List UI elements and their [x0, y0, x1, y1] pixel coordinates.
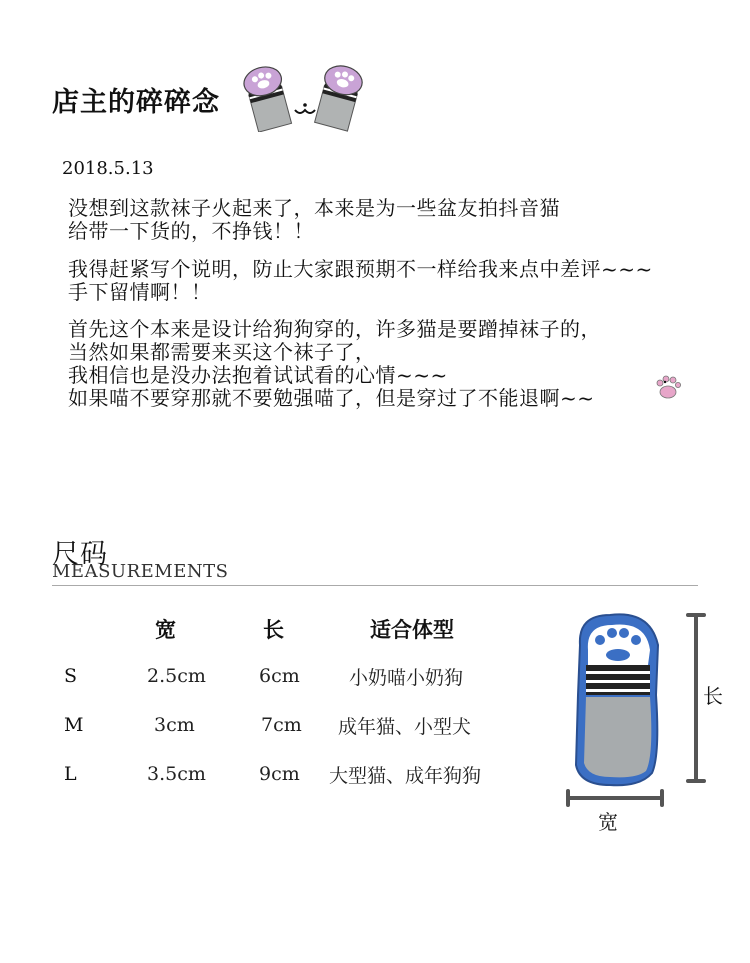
note-line: 如果喵不要穿那就不要勉强喵了，但是穿过了不能退啊~~	[68, 386, 595, 410]
size-section-subtitle: MEASUREMENTS	[52, 561, 229, 582]
width-dimension-label: 宽	[598, 810, 618, 834]
size-length-value: 6cm	[259, 665, 300, 687]
section-divider	[52, 585, 698, 586]
page-title: 店主的碎碎念	[52, 87, 220, 118]
note-line: 给带一下货的，不挣钱！！	[68, 219, 314, 243]
size-width-value: 3cm	[154, 714, 195, 736]
note-line: 我得赶紧写个说明，防止大家跟预期不一样给我来点中差评~~~	[68, 257, 653, 281]
size-section-title: 尺码	[52, 539, 108, 570]
sock-diagram	[560, 605, 740, 835]
size-fit-value: 小奶喵小奶狗	[349, 667, 464, 689]
size-fit-value: 成年猫、小型犬	[338, 716, 472, 738]
size-width-value: 3.5cm	[147, 763, 206, 785]
sock-icon	[576, 614, 658, 785]
note-paragraph-2	[68, 258, 653, 304]
socks-illustration-icon	[240, 62, 375, 132]
size-width-value: 2.5cm	[147, 665, 206, 687]
paw-print-icon	[652, 373, 684, 401]
note-paragraph-3	[68, 318, 601, 410]
size-label: M	[64, 714, 84, 736]
size-length-value: 9cm	[259, 763, 300, 785]
note-line: 手下留情啊！！	[68, 280, 212, 304]
length-dimension-label: 长	[703, 684, 723, 708]
note-line: 我相信也是没办法抱着试试看的心情~~~	[68, 363, 448, 387]
size-fit-value: 大型猫、成年狗狗	[329, 765, 482, 787]
note-line: 没想到这款袜子火起来了，本来是为一些盆友拍抖音猫	[68, 196, 560, 220]
size-length-value: 7cm	[261, 714, 302, 736]
note-line: 首先这个本来是设计给狗狗穿的，许多猫是要蹭掉袜子的，	[68, 317, 601, 341]
note-date: 2018.5.13	[62, 158, 154, 179]
size-label: L	[64, 763, 77, 785]
column-header-length: 长	[263, 617, 284, 642]
note-paragraph-1	[68, 197, 560, 243]
column-header-width: 宽	[155, 617, 176, 642]
size-label: S	[64, 665, 78, 687]
note-line: 当然如果都需要来买这个袜子了，	[68, 340, 376, 364]
column-header-fit: 适合体型	[370, 617, 454, 642]
